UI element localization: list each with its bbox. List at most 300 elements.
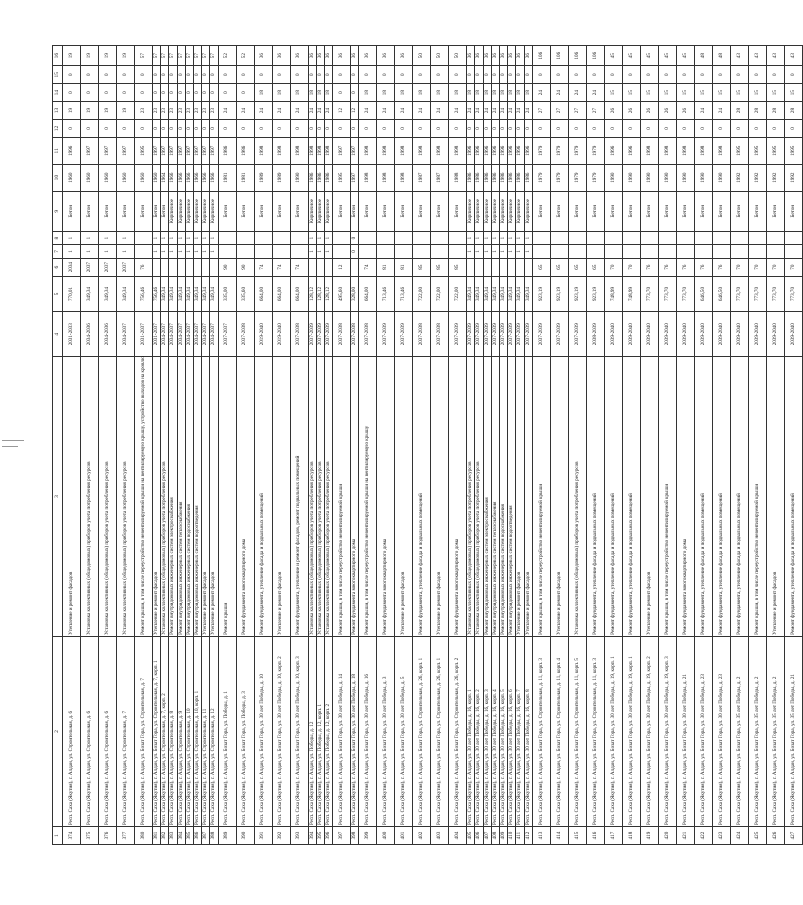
period-cell: 2039-2040 (604, 312, 622, 357)
year-cell: 1996 (491, 137, 499, 164)
address-cell: Респ. Саха (Якутия), г. Алдан, ул. Бозат Гора, ул. Победы, д. 3 (236, 636, 254, 826)
flag-cell: 1 (169, 231, 177, 244)
count-cell: 36 (483, 46, 491, 66)
count-cell: 23 (185, 102, 193, 120)
flag-cell (550, 245, 568, 258)
work-type-cell: Утепление и ремонт фасадов (210, 357, 218, 637)
address-cell: Респ. Саха (Якутия), г. Алдан, ул. Бозат Гора, ул. 35 лет Победы, д. 2 (766, 636, 784, 826)
material-cell: Кирпичное (324, 191, 332, 231)
flag-cell: 1 (483, 245, 491, 258)
sum-cell: 349,34 (81, 276, 99, 312)
work-type-cell: Установка коллективных (общедомовых) приборов учета потребления ресурсов (568, 357, 586, 637)
year-cell: 1998 (431, 137, 449, 164)
address-cell: Респ. Саха (Якутия), г. Алдан, ул. Бозат Гора, ул. Строительная, д. 7 (135, 636, 153, 826)
row-number: 404 (449, 827, 467, 845)
count-cell: 0 (236, 119, 254, 137)
count-cell: 36 (316, 46, 324, 66)
count-cell: 24 (413, 102, 431, 120)
work-type-cell: Ремонт крыши, в том числе переустройство невентилируемой крыши (532, 357, 550, 637)
table-row (475, 46, 483, 845)
flag-cell: 1 (153, 245, 161, 258)
sum-cell: 128,12 (316, 276, 324, 312)
year-cell: 1997 (161, 137, 169, 164)
margin-mark (2, 440, 24, 441)
material-cell: Бетон (117, 191, 135, 231)
work-type-cell: Ремонт фундамента, утепление фасада и подвальных помещений (604, 357, 622, 637)
sum-cell: 770,01 (63, 276, 81, 312)
row-number: 399 (359, 827, 377, 845)
flag-cell (218, 231, 236, 244)
sum-cell: 349,34 (467, 276, 475, 312)
address-cell: Респ. Саха (Якутия), г. Алдан, ул. Бозат Гора, ул. 35 лет Победы, д. 2 (748, 636, 766, 826)
value-cell: 2037 (99, 258, 117, 276)
count-cell: 15 (604, 84, 622, 102)
flag-cell: 1 (185, 231, 193, 244)
sum-cell: 923,19 (568, 276, 586, 312)
row-number: 391 (254, 827, 272, 845)
row-number: 400 (377, 827, 395, 845)
flag-cell (586, 231, 604, 244)
flag-cell (333, 231, 351, 244)
flag-cell (532, 231, 550, 244)
row-number: 380 (135, 827, 153, 845)
count-cell: 19 (117, 46, 135, 66)
value-cell: 90 (236, 258, 254, 276)
sum-cell: 773,70 (784, 276, 802, 312)
year-cell: 1998 (359, 164, 377, 191)
row-number: 396 (324, 827, 332, 845)
year-cell: 1996 (622, 137, 640, 164)
year-cell: 1996 (508, 137, 516, 164)
sum-cell: 349,34 (99, 276, 117, 312)
flag-cell (218, 245, 236, 258)
count-cell: 12 (333, 102, 351, 120)
year-cell: 1979 (568, 137, 586, 164)
flag-cell (236, 245, 254, 258)
flag-cell (676, 231, 694, 244)
count-cell: 0 (532, 119, 550, 137)
table-row (676, 46, 694, 845)
period-cell: 2039-2040 (784, 312, 802, 357)
year-cell: 1997 (202, 137, 210, 164)
count-cell: 43 (766, 46, 784, 66)
address-cell: Респ. Саха (Якутия), г. Алдан, ул. Бозат Гора, ул. 30 лет Победы, д. 10, корп. 3 (290, 636, 308, 826)
address-cell: Респ. Саха (Якутия), г. Алдан, ул. Бозат Гора, ул. 30 лет Победы, д. 3 (377, 636, 395, 826)
flag-cell (359, 231, 377, 244)
count-cell: 0 (351, 84, 359, 102)
count-cell: 0 (99, 119, 117, 137)
material-cell: Кирпичное (500, 191, 508, 231)
material-cell: Бетон (99, 191, 117, 231)
count-cell: 0 (161, 119, 169, 137)
count-cell: 24 (568, 84, 586, 102)
address-cell: Респ. Саха (Якутия), г. Алдан, ул. Строительная, д. 9 (177, 636, 185, 826)
flag-cell (640, 231, 658, 244)
year-cell: 1990 (676, 164, 694, 191)
work-type-cell: Утепление и ремонт фасадов (640, 357, 658, 637)
flag-cell (431, 231, 449, 244)
count-cell: 0 (658, 66, 676, 84)
sum-cell: 328,00 (351, 276, 359, 312)
count-cell: 0 (290, 119, 308, 137)
count-cell: 0 (640, 66, 658, 84)
sum-cell: 664,00 (290, 276, 308, 312)
work-type-cell: Ремонт фундамента, утепление фасада и подвальных помещений (413, 357, 431, 637)
flag-cell: 1 (185, 245, 193, 258)
count-cell: 0 (483, 66, 491, 84)
sum-cell: 349,34 (516, 276, 524, 312)
count-cell: 43 (730, 46, 748, 66)
column-number-header: 13 (53, 102, 63, 120)
year-cell: 1998 (290, 137, 308, 164)
address-cell: Респ. Саха (Якутия), г. Алдан, ул. Бозат Гора, ул. 30 лет Победы, д. 10, корп. 2 (272, 636, 290, 826)
count-cell: 36 (467, 46, 475, 66)
count-cell: 0 (766, 119, 784, 137)
count-cell: 0 (449, 66, 467, 84)
address-cell: Респ. Саха (Якутия), г. Алдан, ул. Бозат Гора, ул. 30 лет Победы, д. 23 (712, 636, 730, 826)
flag-cell (532, 245, 550, 258)
flag-cell (449, 245, 467, 258)
count-cell: 0 (308, 66, 316, 84)
material-cell: Бетон (449, 191, 467, 231)
address-cell: Респ. Саха (Якутия), г. Алдан, ул. Бозат Гора, ул. 30 лет Победы, д. 5 (395, 636, 413, 826)
flag-cell (359, 245, 377, 258)
period-cell: 2031-2037 (135, 312, 153, 357)
year-cell: 1997 (169, 137, 177, 164)
year-cell: 1979 (550, 137, 568, 164)
material-cell: Кирпичное (516, 191, 524, 231)
value-cell (508, 258, 516, 276)
value-cell: 81 (377, 258, 395, 276)
material-cell: Кирпичное (308, 191, 316, 231)
year-cell: 1997 (333, 137, 351, 164)
count-cell: 0 (185, 119, 193, 137)
value-cell: 65 (532, 258, 550, 276)
period-cell: 2034-2037 (117, 312, 135, 357)
material-cell: Кирпичное (193, 191, 201, 231)
year-cell: 1986 (467, 164, 475, 191)
sum-cell: 349,34 (117, 276, 135, 312)
period-cell: 2034-2037 (193, 312, 201, 357)
year-cell: 1966 (169, 164, 177, 191)
work-type-cell: Утепление и ремонт фасадов (516, 357, 524, 637)
address-cell: Респ. Саха (Якутия), г. Алдан, ул. Строительная, д. 7, корп. 2 (161, 636, 169, 826)
value-cell (524, 258, 532, 276)
row-number: 375 (81, 827, 99, 845)
row-number: 386 (193, 827, 201, 845)
row-number: 401 (395, 827, 413, 845)
count-cell: 18 (377, 84, 395, 102)
count-cell: 24 (586, 84, 604, 102)
count-cell: 24 (483, 102, 491, 120)
count-cell: 15 (640, 84, 658, 102)
year-cell: 1990 (604, 164, 622, 191)
count-cell: 0 (316, 66, 324, 84)
work-type-cell: Установка коллективных (общедомовых) приборов учета потребления ресурсов (308, 357, 316, 637)
count-cell: 0 (475, 119, 483, 137)
count-cell: 0 (135, 66, 153, 84)
column-number-header: 4 (53, 312, 63, 357)
value-cell: 65 (586, 258, 604, 276)
row-number: 374 (63, 827, 81, 845)
count-cell: 0 (185, 84, 193, 102)
sum-cell: 722,00 (449, 276, 467, 312)
count-cell: 0 (604, 119, 622, 137)
period-cell: 2037-2039 (491, 312, 499, 357)
column-number-header: 10 (53, 164, 63, 191)
column-number-header: 7 (53, 245, 63, 258)
sum-cell: 664,00 (272, 276, 290, 312)
flag-cell: 1 (524, 231, 532, 244)
count-cell: 0 (359, 66, 377, 84)
row-number: 403 (431, 827, 449, 845)
value-cell: 90 (218, 258, 236, 276)
work-type-cell: Ремонт фундамента, утепление фасада и подвальных помещений (254, 357, 272, 637)
value-cell (177, 258, 185, 276)
count-cell: 0 (491, 66, 499, 84)
count-cell: 0 (784, 119, 802, 137)
material-cell: Бетон (658, 191, 676, 231)
count-cell: 0 (202, 84, 210, 102)
table-row (712, 46, 730, 845)
count-cell: 0 (333, 84, 351, 102)
work-type-cell: Ремонт крыши, в том числе переустройство невентилируемой крыши (333, 357, 351, 637)
count-cell: 0 (748, 66, 766, 84)
value-cell (308, 258, 316, 276)
material-cell: Бетон (694, 191, 712, 231)
count-cell: 0 (640, 119, 658, 137)
count-cell: 0 (508, 119, 516, 137)
column-number-header: 16 (53, 46, 63, 66)
year-cell: 1960 (117, 164, 135, 191)
flag-cell (290, 245, 308, 258)
count-cell: 28 (766, 102, 784, 120)
count-cell: 0 (202, 66, 210, 84)
table-row (658, 46, 676, 845)
row-number: 405 (467, 827, 475, 845)
material-cell: Бетон (748, 191, 766, 231)
value-cell: 74 (254, 258, 272, 276)
work-type-cell: Ремонт фундамента многоквартирного дома (377, 357, 395, 637)
count-cell: 18 (359, 84, 377, 102)
count-cell: 0 (185, 66, 193, 84)
sum-cell: 722,00 (413, 276, 431, 312)
work-type-cell: Ремонт фундамента, утепление фасада и подвальных помещений (586, 357, 604, 637)
count-cell: 36 (254, 46, 272, 66)
flag-cell (694, 245, 712, 258)
count-cell: 0 (169, 119, 177, 137)
year-cell: 1960 (81, 164, 99, 191)
year-cell: 1995 (784, 137, 802, 164)
count-cell: 0 (766, 66, 784, 84)
count-cell: 0 (153, 84, 161, 102)
count-cell: 24 (532, 84, 550, 102)
count-cell: 0 (153, 66, 161, 84)
year-cell: 1986 (236, 137, 254, 164)
material-cell: Бетон (712, 191, 730, 231)
table-row (99, 46, 117, 845)
work-type-cell: Утепление и ремонт фасадов (766, 357, 784, 637)
sum-cell: 349,34 (500, 276, 508, 312)
year-cell: 1997 (117, 137, 135, 164)
period-cell: 2037-2038 (333, 312, 351, 357)
value-cell: 76 (135, 258, 153, 276)
flag-cell: 1 (308, 245, 316, 258)
sum-cell: 349,34 (508, 276, 516, 312)
count-cell: 28 (730, 102, 748, 120)
count-cell: 24 (254, 102, 272, 120)
row-number: 388 (210, 827, 218, 845)
year-cell: 1986 (483, 164, 491, 191)
work-type-cell: Ремонт крыши, в том числе переустройство невентилируемой крыши (658, 357, 676, 637)
period-cell: 2031-2033 (63, 312, 81, 357)
material-cell: Бетон (413, 191, 431, 231)
address-cell: Респ. Саха (Якутия), г. Алдан, ул. Строительная, д. 10, корп. 1 (193, 636, 201, 826)
count-cell: 0 (475, 66, 483, 84)
row-number: 417 (604, 827, 622, 845)
address-cell: Респ. Саха (Якутия), г. Алдан, ул. Бозат Гора, ул. 30 лет Победы, д. 19, корп. 3 (658, 636, 676, 826)
value-cell: 74 (272, 258, 290, 276)
table-row (500, 46, 508, 845)
row-number: 422 (694, 827, 712, 845)
count-cell: 0 (483, 119, 491, 137)
count-cell: 36 (516, 46, 524, 66)
count-cell: 0 (604, 66, 622, 84)
period-cell: 2034-2037 (177, 312, 185, 357)
flag-cell (254, 231, 272, 244)
flag-cell (622, 231, 640, 244)
address-cell: Респ. Саха (Якутия), г. Алдан, ул. Бозат Гора, ул. Строительная, д. 26, корп. 1 (431, 636, 449, 826)
flag-cell (395, 245, 413, 258)
year-cell: 1995 (135, 137, 153, 164)
table-row (550, 46, 568, 845)
year-cell: 1997 (193, 137, 201, 164)
sum-cell: 495,60 (333, 276, 351, 312)
count-cell: 0 (177, 119, 185, 137)
material-cell: Бетон (254, 191, 272, 231)
period-cell: 2037-2039 (532, 312, 550, 357)
work-type-cell: Ремонт фундамента, утепление фасада и подвальных помещений (622, 357, 640, 637)
year-cell: 1989 (272, 164, 290, 191)
address-cell: Респ. Саха (Якутия), г. Алдан, ул. Победы, д. 12, корп. 2 (324, 636, 332, 826)
count-cell: 0 (218, 119, 236, 137)
value-cell: 85 (431, 258, 449, 276)
table-row (272, 46, 290, 845)
year-cell: 1979 (532, 164, 550, 191)
flag-cell: 1 (193, 231, 201, 244)
row-number: 407 (483, 827, 491, 845)
count-cell: 0 (63, 66, 81, 84)
row-number: 393 (290, 827, 308, 845)
count-cell: 0 (413, 119, 431, 137)
address-cell: Респ. Саха (Якутия), г. Алдан, ул. 30 лет Победы, д. 16, корп. 3 (483, 636, 491, 826)
work-type-cell: Ремонт фундамента, утепление фасада и подвальных помещений (694, 357, 712, 637)
table-row (254, 46, 272, 845)
table-row (491, 46, 499, 845)
table-row (524, 46, 532, 845)
table-row (202, 46, 210, 845)
period-cell: 2034-2037 (169, 312, 177, 357)
count-cell: 18 (254, 84, 272, 102)
column-number-header: 9 (53, 191, 63, 231)
table-row (81, 46, 99, 845)
flag-cell: 1 (202, 245, 210, 258)
count-cell: 0 (218, 66, 236, 84)
count-cell: 57 (185, 46, 193, 66)
year-cell: 1990 (658, 164, 676, 191)
row-number: 408 (491, 827, 499, 845)
year-cell: 1998 (449, 137, 467, 164)
flag-cell: 0 (351, 231, 359, 244)
year-cell: 1995 (748, 137, 766, 164)
year-cell: 1986 (316, 164, 324, 191)
material-cell: Кирпичное (185, 191, 193, 231)
count-cell: 0 (135, 119, 153, 137)
row-number: 427 (784, 827, 802, 845)
material-cell: Бетон (766, 191, 784, 231)
work-type-cell: Ремонт крыши, в том числе переустройство невентилируемой крыши на вентилируемую крышу, устройство выходов на кровлю (135, 357, 153, 637)
flag-cell (730, 231, 748, 244)
flag-cell (748, 245, 766, 258)
flag-cell (290, 231, 308, 244)
year-cell: 1987 (413, 164, 431, 191)
count-cell: 57 (177, 46, 185, 66)
count-cell: 15 (766, 84, 784, 102)
work-type-cell: Ремонт внутридомовых инженерных систем водоотведения (193, 357, 201, 637)
row-number: 419 (640, 827, 658, 845)
column-number-header: 11 (53, 137, 63, 164)
count-cell: 24 (449, 102, 467, 120)
year-cell: 1960 (63, 164, 81, 191)
flag-cell: 1 (516, 231, 524, 244)
count-cell: 0 (193, 66, 201, 84)
year-cell: 1986 (524, 164, 532, 191)
count-cell: 0 (500, 119, 508, 137)
flag-cell (377, 245, 395, 258)
count-cell: 45 (622, 46, 640, 66)
year-cell: 1990 (712, 164, 730, 191)
year-cell: 1996 (500, 137, 508, 164)
table-row (290, 46, 308, 845)
year-cell: 1986 (500, 164, 508, 191)
row-number: 412 (524, 827, 532, 845)
period-cell: 2039-2040 (766, 312, 784, 357)
count-cell: 18 (483, 84, 491, 102)
flag-cell: 1 (316, 231, 324, 244)
count-cell: 0 (135, 84, 153, 102)
flag-cell (254, 245, 272, 258)
count-cell: 0 (210, 84, 218, 102)
table-row (236, 46, 254, 845)
count-cell: 0 (730, 119, 748, 137)
count-cell: 0 (81, 66, 99, 84)
row-number: 416 (586, 827, 604, 845)
year-cell: 1986 (491, 164, 499, 191)
count-cell: 24 (500, 102, 508, 120)
header-row (53, 46, 63, 845)
flag-cell: 1 (81, 231, 99, 244)
sum-cell: 664,00 (254, 276, 272, 312)
value-cell: 76 (676, 258, 694, 276)
work-type-cell: Утепление и ремонт фасадов (431, 357, 449, 637)
flag-cell: 1 (210, 231, 218, 244)
count-cell: 26 (658, 102, 676, 120)
row-number: 398 (351, 827, 359, 845)
work-type-cell: Утепление и ремонт фасадов (63, 357, 81, 637)
value-cell: 70 (730, 258, 748, 276)
flag-cell (413, 231, 431, 244)
year-cell: 1979 (586, 137, 604, 164)
